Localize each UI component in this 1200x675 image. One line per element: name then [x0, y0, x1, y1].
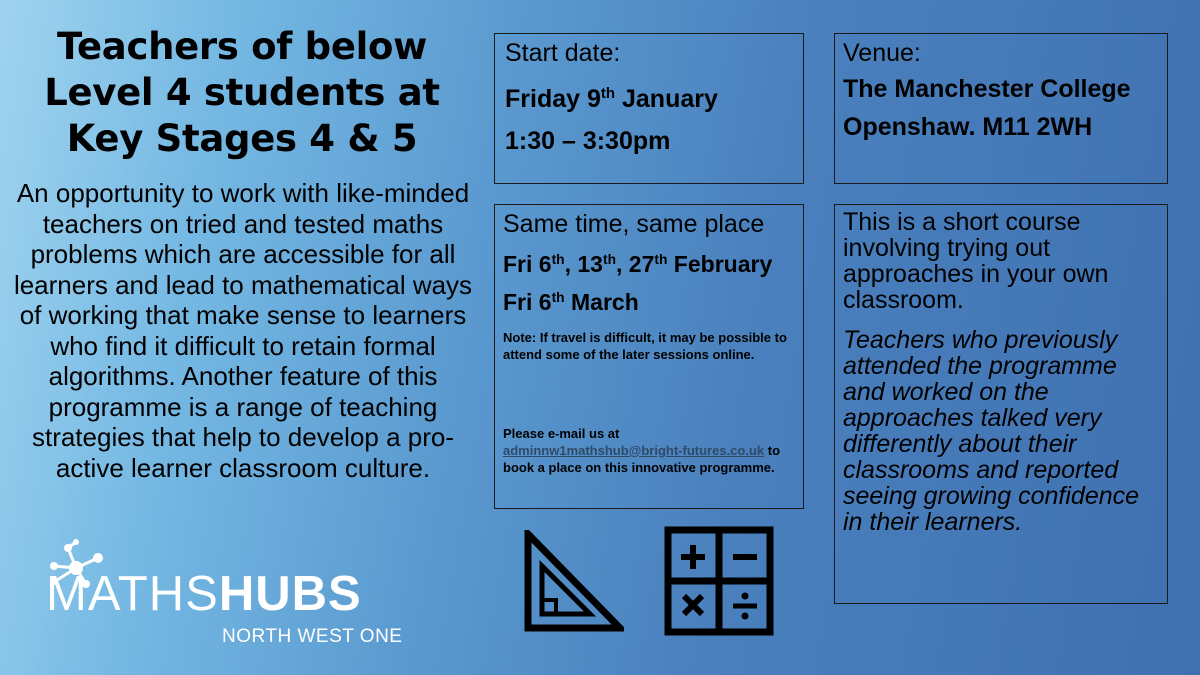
venue-address: Openshaw. M11 2WH	[843, 113, 1093, 141]
session-dates-march: Fri 6th March	[503, 289, 639, 315]
booking-instructions: Please e-mail us at adminnw1mathshub@bright-futures.co.uk to book a place on this innovative programme.	[503, 426, 781, 475]
start-date-box	[494, 33, 804, 184]
sessions-label: Same time, same place	[503, 210, 765, 238]
maths-hubs-logo: MATHSHUBS	[46, 567, 362, 621]
title-line-2: Level 4 students at	[44, 71, 440, 114]
course-intro: This is a short course involving trying out approaches in your own classroom.	[843, 208, 1109, 314]
venue-box	[834, 33, 1168, 184]
email-link[interactable]: adminnw1mathshub@bright-futures.co.uk	[503, 443, 765, 458]
start-time-value: 1:30 – 3:30pm	[505, 127, 671, 155]
travel-note: Note: If travel is difficult, it may be possible to attend some of the later sessions online.	[503, 330, 787, 362]
title-line-1: Teachers of below	[56, 25, 428, 68]
set-square-icon	[522, 530, 624, 632]
venue-name: The Manchester College	[843, 75, 1131, 103]
session-dates-february: Fri 6th, 13th, 27th February	[503, 251, 773, 277]
title-line-3: Key Stages 4 & 5	[66, 117, 418, 160]
programme-description: An opportunity to work with like-minded teachers on tried and tested maths problems which are accessible for all learners and lead to mathematical ways of working that make sense to learners who find it difficult to retain formal algorithms. Another feature of this programme is a range of teaching strategies that help to develop a pro-active learner classroom culture.	[13, 178, 473, 483]
calculator-icon	[664, 526, 774, 636]
start-date-label: Start date:	[505, 39, 621, 67]
start-date-value: Friday 9th January	[505, 85, 718, 113]
sessions-box	[494, 204, 804, 509]
page-title	[22, 24, 462, 162]
venue-label: Venue:	[843, 39, 921, 67]
course-testimonial: Teachers who previously attended the programme and worked on the approaches talked very differently about their classrooms and reported seeing growing confidence in their learners.	[843, 326, 1140, 536]
course-info-box	[834, 204, 1168, 604]
logo-subtitle: NORTH WEST ONE	[222, 626, 403, 647]
